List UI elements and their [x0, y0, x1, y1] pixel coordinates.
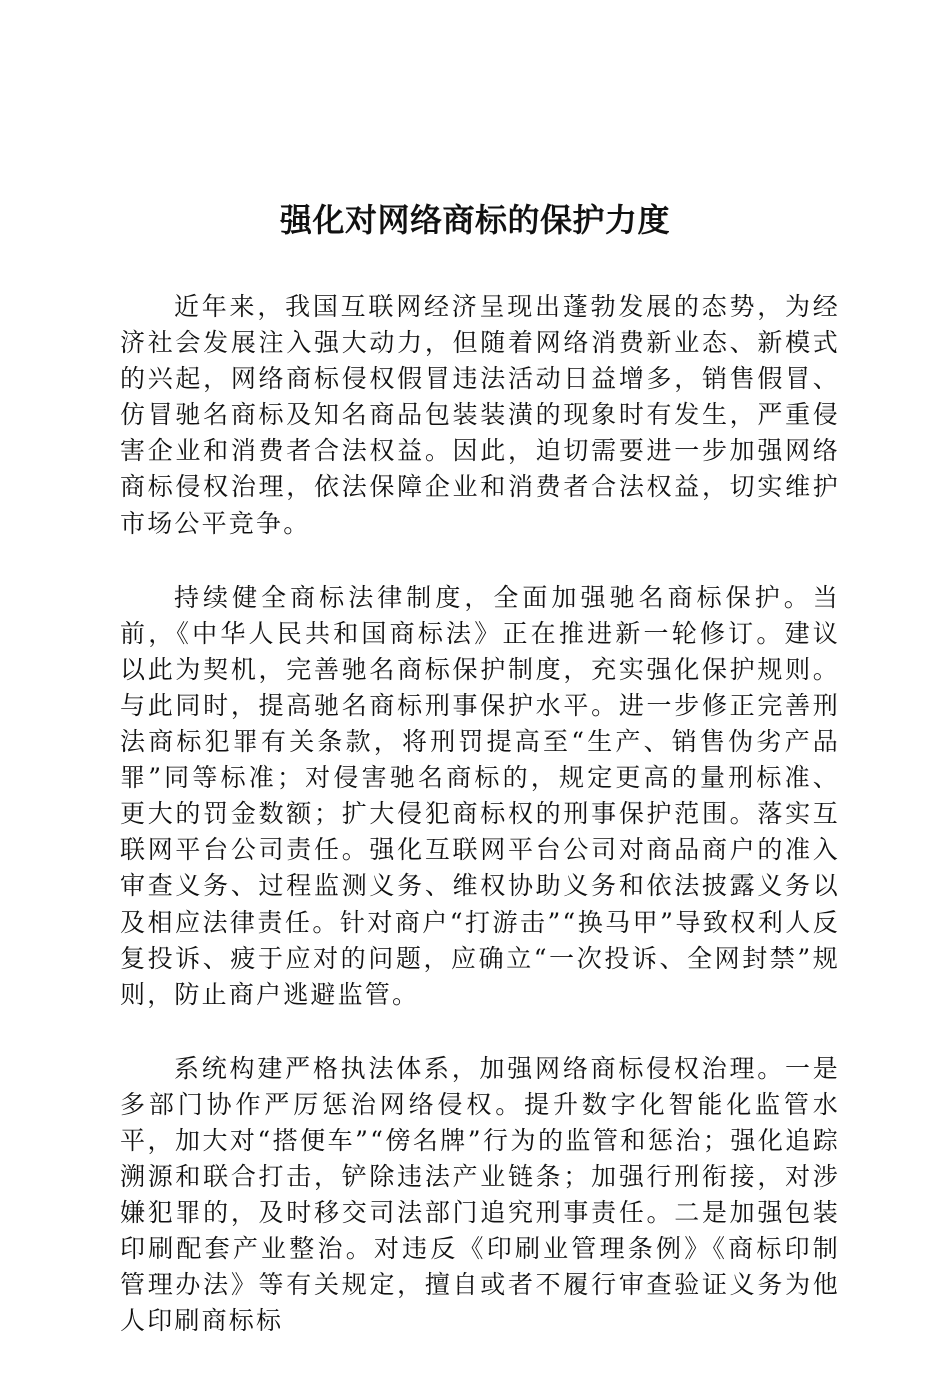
paragraph-legal-system: 持续健全商标法律制度，全面加强驰名商标保护。当前，《中华人民共和国商标法》正在推进新一轮修订。建议以此为契机，完善驰名商标保护制度，充实强化保护规则。与此同时，提高驰名商标刑事保护水平。进一步修正完善刑法商标犯罪有关条款，将刑罚提高至“生产、销售伪劣产品罪”同等标准；对侵害驰名商标的，规定更高的量刑标准、更大的罚金数额；扩大侵犯商标权的刑事保护范围。落实互联网平台公司责任。强化互联网平台公司对商品商户的准入审查义务、过程监测义务、维权协助义务和依法披露义务以及相应法律责任。针对商户“打游击”“换马甲”导致权利人反复投诉、疲于应对的问题，应确立“一次投诉、全网封禁”规则，防止商户逃避监管。	[120, 582, 840, 1009]
paragraph-enforcement: 系统构建严格执法体系，加强网络商标侵权治理。一是多部门协作严厉惩治网络侵权。提升数字化智能化监管水平，加大对“搭便车”“傍名牌”行为的监管和惩治；强化追踪溯源和联合打击，铲除违法产业链条；加强行刑衔接，对涉嫌犯罪的，及时移交司法部门追究刑事责任。二是加强包装印刷配套产业整治。对违反《印刷业管理条例》《商标印制管理办法》等有关规定，擅自或者不履行审查验证义务为他人印刷商标标	[120, 1053, 840, 1336]
document-title: 强化对网络商标的保护力度	[279, 201, 670, 239]
document-body	[120, 289, 840, 1378]
paragraph-intro: 近年来，我国互联网经济呈现出蓬勃发展的态势，为经济社会发展注入强大动力，但随着网络消费新业态、新模式的兴起，网络商标侵权假冒违法活动日益增多，销售假冒、仿冒驰名商标及知名商品包装装潢的现象时有发生，严重侵害企业和消费者合法权益。因此，迫切需要进一步加强网络商标侵权治理，依法保障企业和消费者合法权益，切实维护市场公平竞争。	[120, 292, 840, 538]
